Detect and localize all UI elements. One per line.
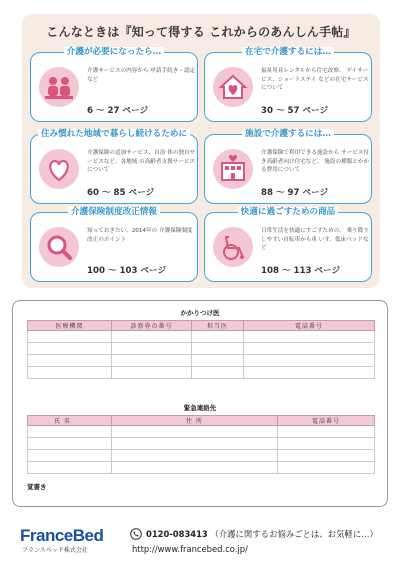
family-consultation-icon [39,67,79,107]
table-cell[interactable] [112,426,278,438]
table-cell[interactable] [112,450,278,462]
heart-icon [39,149,79,189]
website-link[interactable]: http://www.francebed.co.jp/ [132,544,248,554]
card-pages: 60 〜 85 ページ [87,188,155,198]
column-header: 電話番号 [278,416,375,426]
column-header: 住 所 [112,416,278,426]
card-title: 在宅で介護するには… [242,47,334,57]
card-title: 介護が必要になったら… [64,47,165,57]
doctor-table [27,320,375,379]
card-description: 介護サービスの内容から 申請手続き・認定など [87,68,196,83]
column-header: 電話番号 [244,321,375,331]
table-cell[interactable] [112,343,192,355]
magnifier-icon [39,227,79,267]
table-row [28,331,375,343]
wheelchair-icon [213,227,253,267]
table-row [28,367,375,379]
emergency-table [27,415,375,474]
table-cell[interactable] [112,438,278,450]
house-heart-icon [213,67,253,107]
card-home-care [204,47,372,122]
table-row [28,450,375,462]
card-care-needed [30,47,198,122]
table-cell[interactable] [28,367,112,379]
card-title: 快適に過ごすための商品 [238,207,339,217]
table-cell[interactable] [192,355,244,367]
guide-panel [22,14,380,288]
card-pages: 100 〜 103 ページ [87,266,167,276]
table-cell[interactable] [28,355,112,367]
card-insurance-reform [30,207,198,282]
table-cell[interactable] [192,331,244,343]
card-pages: 108 〜 113 ページ [261,266,341,276]
table-cell[interactable] [244,367,375,379]
phone-note: （介護に関するお悩みごとは、お気軽に…） [210,529,378,539]
table-cell[interactable] [278,450,375,462]
card-title: 介護保険制度改正情報 [68,207,160,217]
card-description: 知っておきたい、2014年の 介護保険制度改正のポイント [87,228,193,243]
column-header: 医療機関 [28,321,112,331]
table-cell[interactable] [244,343,375,355]
table-cell[interactable] [112,331,192,343]
table-cell[interactable] [28,462,112,474]
card-pages: 6 〜 27 ページ [87,106,149,116]
table-row [28,426,375,438]
table-cell[interactable] [28,426,112,438]
table-cell[interactable] [278,462,375,474]
table-cell[interactable] [192,367,244,379]
phone-icon [130,528,142,540]
table-cell[interactable] [112,367,192,379]
table-cell[interactable] [28,450,112,462]
column-header: 診察券の番号 [112,321,192,331]
table-cell[interactable] [28,343,112,355]
table-cell[interactable] [278,438,375,450]
memo-card [12,300,388,507]
card-facility-care [204,129,372,204]
table-row [28,462,375,474]
table-cell[interactable] [112,355,192,367]
card-title: 住み慣れた地域で暮らし続けるために [38,129,190,139]
guide-title: こんなときは『知って得する これからのあんしん手帖』 [46,25,356,39]
emergency-section-title: 緊急連絡先 [183,404,217,412]
card-description: 福祉用具レンタルから住宅改修、 デイサービス、ショートステイ などの在宅サービスについて [261,68,369,92]
footer [0,520,400,571]
phone-number[interactable]: 0120-083413 [146,529,208,539]
table-row [28,343,375,355]
table-cell[interactable] [28,438,112,450]
table-row [28,355,375,367]
table-cell[interactable] [278,426,375,438]
table-cell[interactable] [244,355,375,367]
doctor-section-title: かかりつけ医 [180,309,220,317]
card-pages: 30 〜 57 ページ [261,106,329,116]
facility-building-icon [213,149,253,189]
table-cell[interactable] [28,331,112,343]
card-local-living [30,129,198,204]
company-name: フランスベッド株式会社 [22,547,88,554]
notes-label: 覚書き [27,483,47,491]
card-description: 介護保険の追加サービス、自治 体の独自サービスなど、各地域 の高齢者支援サービスについて [87,150,196,174]
column-header: 氏 名 [28,416,112,426]
card-title: 施設で介護するには… [242,129,334,139]
table-cell[interactable] [244,331,375,343]
table-cell[interactable] [112,462,278,474]
table-row [28,438,375,450]
card-comfort-products [204,207,372,282]
card-description: 日常生活を快適にすごすための、 乗り降りしやすい自転車から車 いす、低床ベッドなど [261,228,369,252]
column-header: 担当医 [192,321,244,331]
francebed-logo: FranceBed [20,526,104,545]
card-description: 介護保険で利用できる施設から サービス付き高齢者向け住宅など、 施設の種類とかかる費用について [261,150,370,174]
card-pages: 88 〜 97 ページ [261,188,329,198]
table-cell[interactable] [192,343,244,355]
